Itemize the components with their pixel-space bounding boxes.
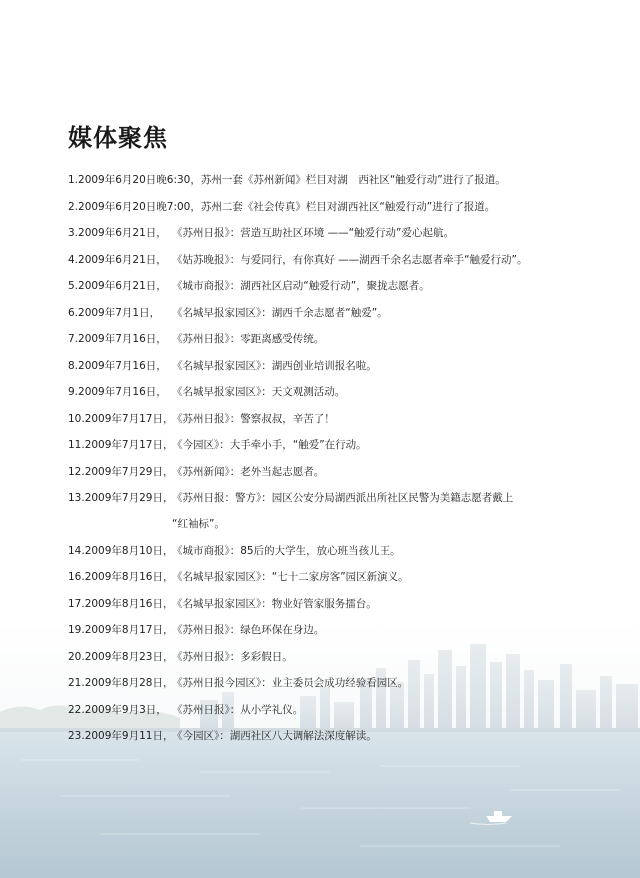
list-item bbox=[68, 412, 628, 426]
list-item bbox=[68, 703, 628, 717]
item-date: 11.2009年7月17日， bbox=[68, 439, 174, 451]
list-item bbox=[68, 597, 628, 611]
item-text: 《苏州日报》：从小学礼仪。 bbox=[172, 703, 304, 716]
item-text: 《苏州日报》：绿色环保在身边。 bbox=[172, 624, 325, 636]
item-text: 《苏州日报》：零距离感受传统。 bbox=[172, 333, 325, 345]
item-text: 00，苏州二套《社会传真》栏目对湖西社区“触爱行动”进行了报道。 bbox=[177, 200, 496, 213]
page-title: 媒体聚焦 bbox=[68, 124, 168, 152]
list-item bbox=[68, 332, 628, 346]
item-date: 12.2009年7月29日， bbox=[68, 465, 174, 478]
list-item bbox=[68, 385, 628, 399]
item-date: 21.2009年8月28日， bbox=[68, 677, 174, 689]
item-date: 9.2009年7月16日， bbox=[68, 386, 167, 398]
item-date: 2.2009年6月20日晚7: bbox=[68, 200, 177, 213]
item-text-continuation: “红袖标”。 bbox=[172, 518, 225, 530]
item-date: 20.2009年8月23日， bbox=[68, 650, 174, 663]
item-date: 5.2009年6月21日， bbox=[68, 280, 167, 292]
list-item bbox=[68, 676, 628, 690]
item-date: 3.2009年6月21日， bbox=[68, 227, 167, 239]
list-item bbox=[68, 491, 628, 531]
item-date: 22.2009年9月3日， bbox=[68, 703, 167, 716]
list-item bbox=[68, 279, 628, 293]
list-item bbox=[68, 253, 628, 267]
item-text: 30，苏州一套《苏州新闻》栏目对湖 西社区“触爱行动”进行了报道。 bbox=[177, 174, 506, 186]
item-date: 14.2009年8月10日， bbox=[68, 544, 174, 557]
item-date: 23.2009年9月11日， bbox=[68, 730, 174, 742]
item-text: 《名城早报家园区》：天文观测活动。 bbox=[172, 386, 346, 398]
list-item bbox=[68, 306, 628, 320]
item-date: 7.2009年7月16日， bbox=[68, 333, 167, 345]
list-item bbox=[68, 650, 628, 664]
item-date: 16.2009年8月16日， bbox=[68, 571, 174, 583]
list-item bbox=[68, 359, 628, 373]
item-text: 《今园区》：湖西社区八大调解法深度解读。 bbox=[172, 730, 377, 742]
item-text: 《姑苏晚报》：与爱同行，有你真好 ——湖西千余名志愿者牵手“触爱行动”。 bbox=[172, 253, 528, 266]
list-item bbox=[68, 570, 628, 584]
item-date: 19.2009年8月17日， bbox=[68, 624, 174, 636]
list-item bbox=[68, 544, 628, 558]
item-date: 4.2009年6月21日， bbox=[68, 253, 167, 266]
item-text: 《城市商报》：85后的大学生，放心班当孩儿王。 bbox=[172, 544, 401, 557]
item-text: 《苏州日报》：多彩假日。 bbox=[172, 650, 293, 663]
list-item bbox=[68, 465, 628, 479]
item-date: 1.2009年6月20日晚6: bbox=[68, 174, 177, 186]
list-item bbox=[68, 729, 628, 743]
list-item bbox=[68, 173, 628, 187]
item-text: 《名城早报家园区》：湖西创业培训报名啦。 bbox=[172, 359, 377, 372]
item-text: 《城市商报》：湖西社区启动“触爱行动”，聚拢志愿者。 bbox=[172, 280, 430, 292]
item-date: 10.2009年7月17日， bbox=[68, 412, 174, 425]
item-text: 《名城早报家园区》：湖西千余志愿者“触爱”。 bbox=[172, 306, 388, 319]
item-text: 《苏州日报：警方》：园区公安分局湖西派出所社区民警为美籍志愿者戴上 bbox=[172, 492, 514, 504]
media-list bbox=[68, 173, 628, 756]
item-text: 《苏州新闻》：老外当起志愿者。 bbox=[172, 465, 325, 478]
item-date: 13.2009年7月29日， bbox=[68, 492, 174, 504]
item-text: 《苏州日报今园区》：业主委员会成功经验看园区。 bbox=[172, 677, 409, 689]
item-text: 《苏州日报》：营造互助社区环境 ——“触爱行动”爱心起航。 bbox=[172, 227, 454, 239]
list-item bbox=[68, 226, 628, 240]
item-date: 8.2009年7月16日， bbox=[68, 359, 167, 372]
item-date: 6.2009年7月1日， bbox=[68, 306, 161, 319]
item-date: 17.2009年8月16日， bbox=[68, 597, 174, 610]
item-text: 《名城早报家园区》：“七十二家房客”园区新演义。 bbox=[172, 571, 409, 583]
item-text: 《今园区》：大手牵小手，“触爱”在行动。 bbox=[172, 439, 367, 451]
item-text: 《名城早报家园区》：物业好管家服务擂台。 bbox=[172, 597, 377, 610]
list-item bbox=[68, 623, 628, 637]
list-item bbox=[68, 200, 628, 214]
item-text: 《苏州日报》：警察叔叔，辛苦了！ bbox=[172, 412, 335, 425]
list-item bbox=[68, 438, 628, 452]
